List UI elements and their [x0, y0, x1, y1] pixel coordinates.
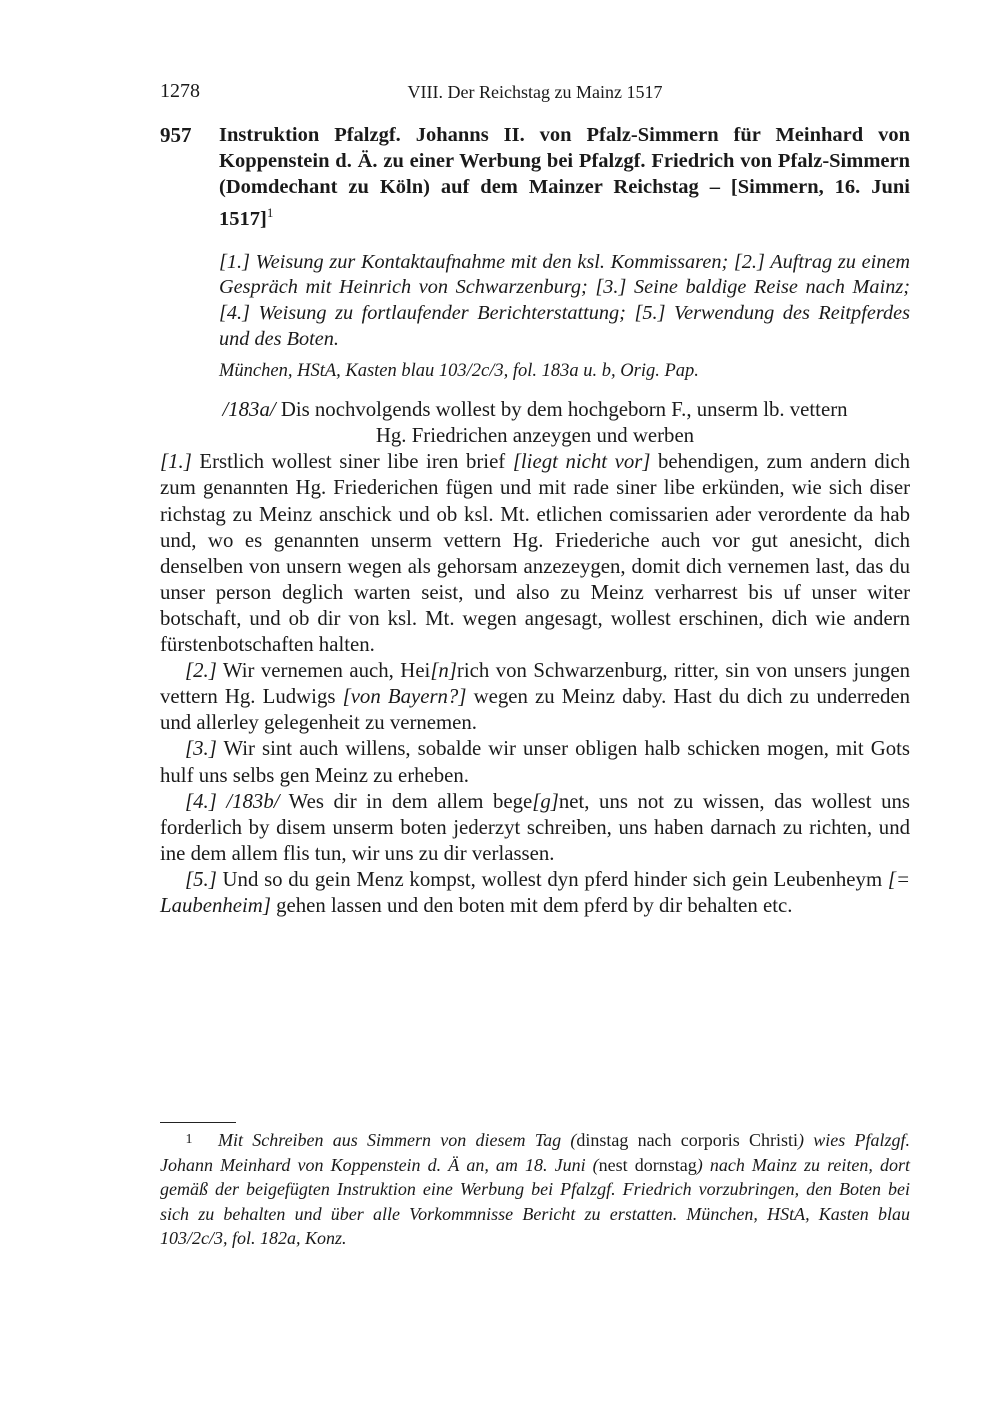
paragraph-text: net, uns not zu wissen, das wollest uns forderlich by disem unserm boten jederzyt schreiben, uns haben darnach zu richten, und ine dem allem flis tun, wir uns zu dir verlassen.	[160, 789, 910, 865]
paragraph-5	[160, 867, 910, 919]
paragraph-text: Und so du gein Menz kompst, wollest dyn pferd hinder sich gein Leubenheym	[216, 867, 888, 891]
editorial-note: [liegt nicht vor]	[512, 450, 651, 474]
paragraph-3	[160, 736, 910, 788]
paragraph-number: [5.]	[185, 867, 217, 891]
document-body	[160, 397, 910, 919]
document-header	[160, 122, 910, 232]
body-heading-line2: Hg. Friedrichen anzeygen und werben	[375, 424, 695, 448]
paragraph-2	[160, 658, 910, 736]
editorial-note: [von Bayern?]	[342, 685, 467, 709]
paragraph-text: Wir vernemen auch, Hei	[216, 659, 431, 683]
paragraph-text: Erstlich wollest siner libe iren brief	[191, 450, 513, 474]
editorial-insertion: [g]	[532, 789, 559, 813]
paragraph-text: gehen lassen und den boten mit dem pferd by dir behalten etc.	[270, 893, 793, 917]
paragraph-text: behendigen, zum andern dich zum genannten Hg. Friederichen fügen und mit rade siner libe erkünden, wie sich diser richstag zu Meinz anschick und ob ksl. Mt. etlichen comissarien ader verordente da hab und, wo es genannten unserm vettern Hg. Friederiche auch vor gut anesicht, dich denselben von unsern wegen als gehorsam anzezeygen, domit dich vernemen last, das du unser person deglich warten seist, und also zu Meinz verharrest bis uf unser witer botschaft, und ob dir von ksl. Mt. wegen angesagt, wollest erschinen, dich wie andern fürstenbotschaften halten.	[160, 450, 911, 657]
folio-marker: /183a/	[222, 398, 276, 422]
paragraph-text: rich von Schwarzenburg, ritter, sin von unsers jungen vettern Hg. Ludwigs	[160, 659, 910, 709]
footnote-divider	[160, 1122, 236, 1123]
paragraph-number: [2.]	[185, 659, 217, 683]
editorial-note: [= Laubenheim]	[160, 867, 910, 917]
footnote-text: ) wies Pfalzgf. Johann Meinhard von Koppenstein d. Ä an, am 18. Juni (	[160, 1130, 911, 1175]
running-head	[160, 78, 910, 108]
body-heading-line1: Dis nochvolgends wollest by dem hochgeborn F., unserm lb. vettern	[275, 398, 848, 422]
paragraph-text: Wir sint auch willens, sobalde wir unser obligen halb schicken mogen, mit Gots hulf uns selbs gen Meinz zu erheben.	[160, 737, 910, 787]
document-summary: [1.] Weisung zur Kontaktaufnahme mit den ksl. Kommissaren; [2.] Auftrag zu einem Gespräch mit Heinrich von Schwarzenburg; [3.] Seine baldige Reise nach Mainz; [4.] Weisung zu fortlaufender Berichterstattung; [5.] Verwendung des Reitpferdes und des Boten.	[219, 250, 910, 350]
paragraph-number: [3.]	[185, 737, 217, 761]
footnote-text: Mit Schreiben aus Simmern von diesem Tag (	[218, 1130, 577, 1150]
page-number: 1278	[160, 80, 200, 102]
document-title-text: Instruktion Pfalzgf. Johanns II. von Pfalz-Simmern für Meinhard von Koppenstein d. Ä. zu einer Werbung bei Pfalzgf. Friedrich von Pfalz-Simmern (Domdechant zu Köln) auf dem Mainzer Reichstag – [Simmern, 16. Juni 1517]	[219, 124, 910, 230]
body-heading	[160, 397, 910, 449]
page	[160, 78, 910, 919]
document-source: München, HStA, Kasten blau 103/2c/3, fol. 183a u. b, Orig. Pap.	[219, 361, 699, 382]
paragraph-number: [4.] /183b/	[185, 789, 280, 813]
document-title	[219, 122, 910, 232]
footnote-quote: nest dornstag	[598, 1154, 697, 1175]
paragraph-number: [1.]	[160, 450, 192, 474]
footnote-reference[interactable]: 1	[266, 205, 274, 220]
paragraph-4	[160, 789, 910, 867]
paragraph-text: Wes dir in dem allem bege	[279, 789, 533, 813]
footnote-number: 1	[185, 1132, 193, 1147]
document-number: 957	[160, 123, 192, 147]
footnote-text: ) nach Mainz zu reiten, dort gemäß der beigefügten Instruktion eine Werbung bei Pfalzgf. Friedrich vorzubringen, den Boten bei sich zu behalten und über alle Vorkommnisse Bericht zu erstatten. München, HStA, Kasten blau 103/2c/3, fol. 182a, Konz.	[160, 1154, 911, 1248]
running-title: VIII. Der Reichstag zu Mainz 1517	[407, 82, 663, 102]
footnote-1	[160, 1128, 910, 1251]
editorial-insertion: [n]	[430, 659, 457, 683]
footnote-quote: dinstag nach corporis Christi	[576, 1130, 799, 1150]
paragraph-text: wegen zu Meinz daby. Hast du dich zu underreden und allerley gelegenheit zu vernemen.	[160, 685, 910, 735]
paragraph-1	[160, 449, 910, 658]
